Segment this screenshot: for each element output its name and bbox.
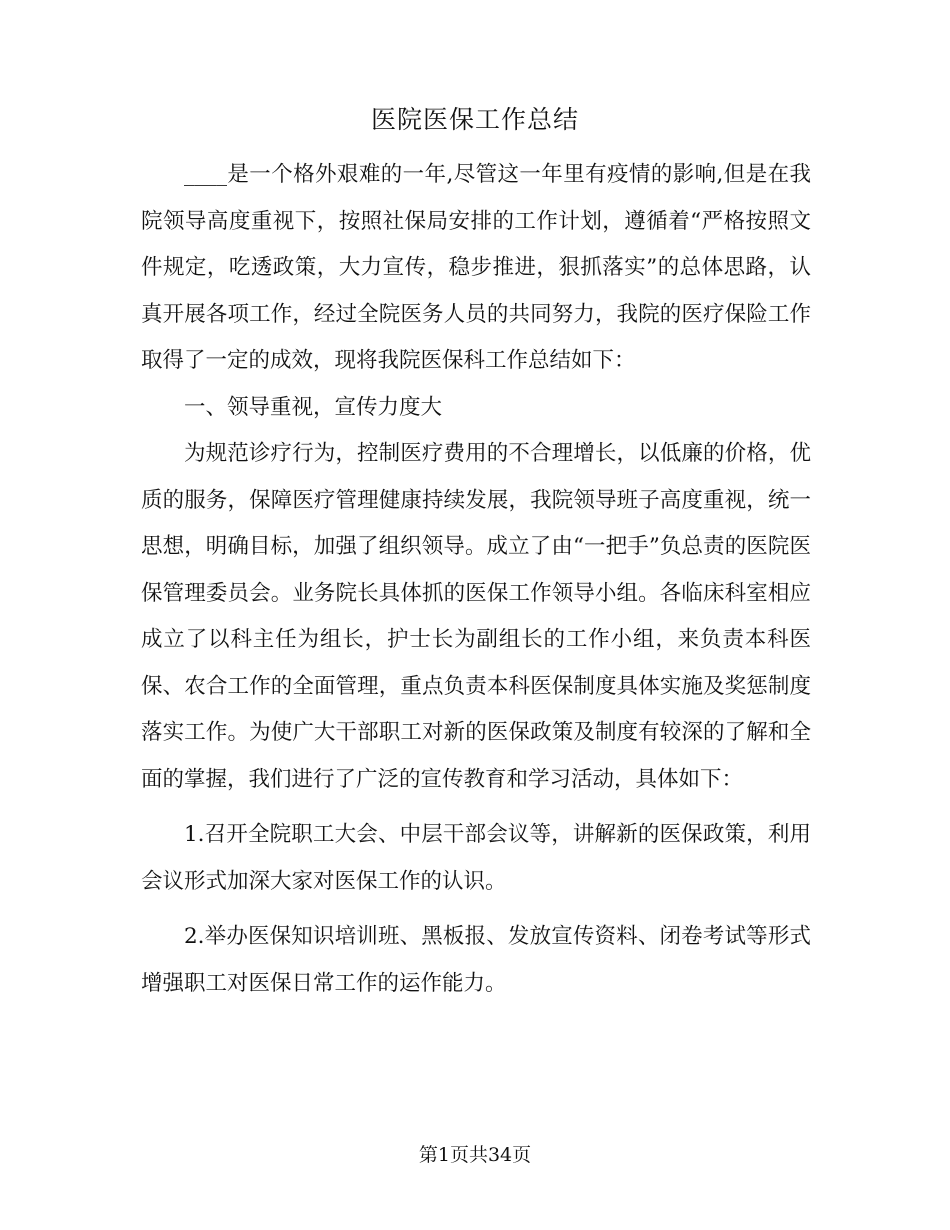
list-item-2: 2.举办医保知识培训班、黑板报、发放宣传资料、闭卷考试等形式增强职工对医保日常工作的运作能力。 bbox=[141, 924, 811, 996]
document-body bbox=[141, 152, 811, 1007]
document-title: 医院医保工作总结 bbox=[370, 105, 579, 134]
section-heading: 一、领导重视，宣传力度大 bbox=[184, 394, 443, 420]
intro-paragraph: ____是一个格外艰难的一年,尽管这一年里有疫情的影响,但是在我院领导高度重视下，按照社保局安排的工作计划，遵循着“严格按照文件规定，吃透政策，大力宣传，稳步推进，狠抓落实”的总体思路，认真开展各项工作，经过全院医务人员的共同努力，我院的医疗保险工作取得了一定的成效，现将我院医保科工作总结如下： bbox=[141, 162, 811, 373]
page-indicator: 第1页共34页 bbox=[418, 1144, 532, 1166]
body-paragraph: 为规范诊疗行为，控制医疗费用的不合理增长，以低廉的价格，优质的服务，保障医疗管理健康持续发展，我院领导班子高度重视，统一思想，明确目标，加强了组织领导。成立了由“一把手”负总责的医院医保管理委员会。业务院长具体抓的医保工作领导小组。各临床科室相应成立了以科主任为组长，护士长为副组长的工作小组，来负责本科医保、农合工作的全面管理，重点负责本科医保制度具体实施及奖惩制度落实工作。为使广大干部职工对新的医保政策及制度有较深的了解和全面的掌握，我们进行了广泛的宣传教育和学习活动，具体如下： bbox=[141, 441, 811, 792]
list-item-1: 1.召开全院职工大会、中层干部会议等，讲解新的医保政策，利用会议形式加深大家对医保工作的认识。 bbox=[141, 822, 811, 894]
